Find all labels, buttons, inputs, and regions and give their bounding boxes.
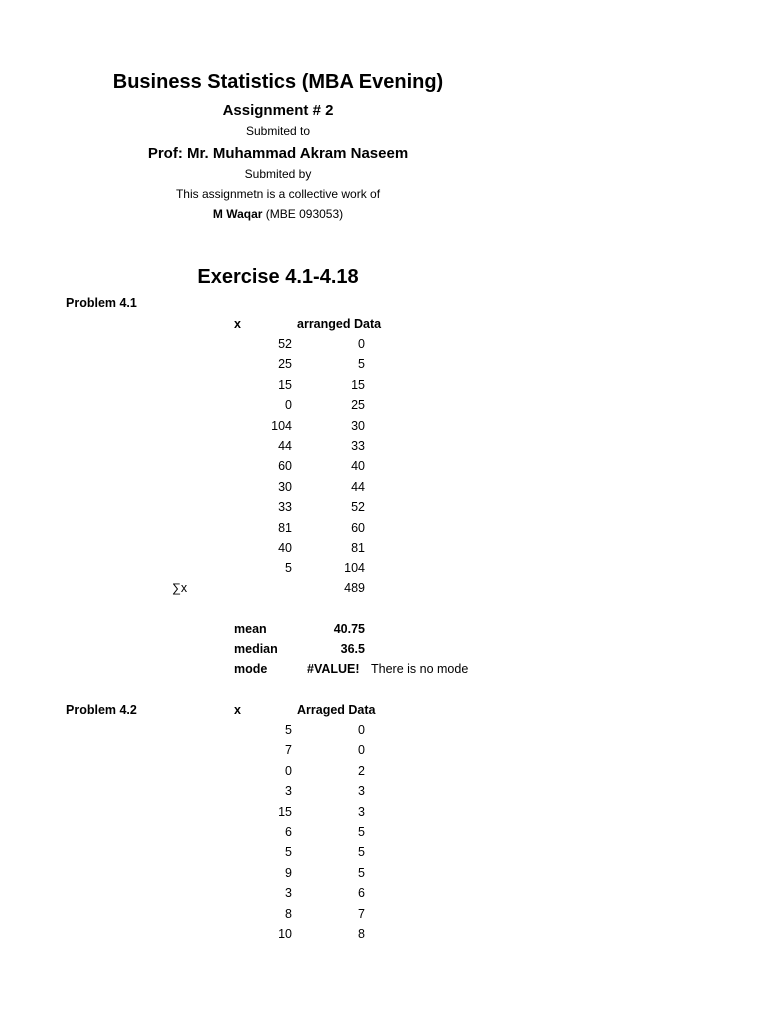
p41-arranged-cell: 104 <box>344 561 365 576</box>
student-name: M Waqar <box>212 207 263 221</box>
p41-x-cell: 81 <box>278 520 292 535</box>
p41-arranged-cell: 30 <box>351 418 365 433</box>
professor-name: Prof: Mr. Muhammad Akram Naseem <box>147 145 409 162</box>
p42-x-cell: 3 <box>285 784 292 799</box>
mean-value: 40.75 <box>333 622 365 636</box>
p42-arranged-cell: 6 <box>358 886 365 901</box>
p41-arranged-cell: 60 <box>351 520 365 535</box>
problem-4-2-col-arranged: Arraged Data <box>297 703 376 717</box>
p41-arranged-cell: 25 <box>351 398 365 413</box>
p41-x-cell: 15 <box>278 377 292 392</box>
p42-arranged-cell: 3 <box>358 784 365 799</box>
p42-arranged-cell: 5 <box>358 845 365 860</box>
p41-x-cell: 104 <box>271 418 292 433</box>
p42-x-cell: 5 <box>285 845 292 860</box>
p42-x-cell: 8 <box>285 906 292 921</box>
p41-x-cell: 0 <box>285 398 292 413</box>
p41-x-cell: 25 <box>278 357 292 372</box>
p42-x-cell: 9 <box>285 865 292 880</box>
p41-arranged-cell: 52 <box>351 500 365 515</box>
p42-arranged-cell: 5 <box>358 865 365 880</box>
document-title: Business Statistics (MBA Evening) <box>112 71 444 93</box>
submitted-by-label: Submited by <box>244 167 312 181</box>
submitted-to-label: Submited to <box>245 124 311 138</box>
p41-arranged-cell: 15 <box>351 377 365 392</box>
p41-arranged-cell: 0 <box>358 337 365 351</box>
p42-x-cell: 7 <box>285 743 292 758</box>
assignment-number: Assignment # 2 <box>222 102 334 119</box>
p41-x-cell: 60 <box>278 459 292 474</box>
collective-note: This assignmetn is a collective work of <box>175 187 381 201</box>
p42-arranged-cell: 8 <box>358 927 365 941</box>
mean-label: mean <box>234 622 267 636</box>
p42-arranged-cell: 0 <box>358 743 365 758</box>
p42-x-cell: 0 <box>285 763 292 778</box>
p41-arranged-cell: 5 <box>358 357 365 372</box>
p42-x-cell: 10 <box>278 927 292 941</box>
p42-x-cell: 5 <box>285 723 292 737</box>
student-id: (MBE 093053) <box>262 207 344 221</box>
mode-note: There is no mode <box>371 662 469 676</box>
p41-x-cell: 40 <box>278 541 292 555</box>
problem-4-2-label: Problem 4.2 <box>66 703 137 717</box>
sum-value: 489 <box>344 581 365 595</box>
problem-4-1-label: Problem 4.1 <box>66 296 137 310</box>
p42-arranged-cell: 7 <box>358 906 365 921</box>
p42-arranged-cell: 5 <box>358 825 365 839</box>
problem-4-2-col-x: x <box>234 703 241 717</box>
mode-value: #VALUE! <box>307 662 360 676</box>
problem-4-1-col-x: x <box>234 317 241 331</box>
p41-arranged-cell: 44 <box>351 479 365 494</box>
p41-arranged-cell: 81 <box>351 541 365 555</box>
p41-x-cell: 5 <box>285 561 292 576</box>
p42-arranged-cell: 0 <box>358 723 365 737</box>
p41-x-cell: 30 <box>278 479 292 494</box>
mode-label: mode <box>234 662 268 676</box>
p41-arranged-cell: 33 <box>351 439 365 453</box>
p42-x-cell: 6 <box>285 825 292 839</box>
p41-arranged-cell: 40 <box>351 459 365 474</box>
median-label: median <box>234 642 278 656</box>
median-value: 36.5 <box>340 642 365 656</box>
p42-x-cell: 15 <box>278 804 292 819</box>
p42-arranged-cell: 3 <box>358 804 365 819</box>
problem-4-1-col-arranged: arranged Data <box>297 317 382 331</box>
p42-arranged-cell: 2 <box>358 763 365 778</box>
student-line <box>213 207 343 221</box>
p41-x-cell: 52 <box>278 337 292 351</box>
p42-x-cell: 3 <box>285 886 292 901</box>
p41-x-cell: 33 <box>278 500 292 515</box>
sum-label: ∑x <box>172 581 188 595</box>
exercise-title: Exercise 4.1-4.18 <box>197 266 359 288</box>
p41-x-cell: 44 <box>278 439 292 453</box>
